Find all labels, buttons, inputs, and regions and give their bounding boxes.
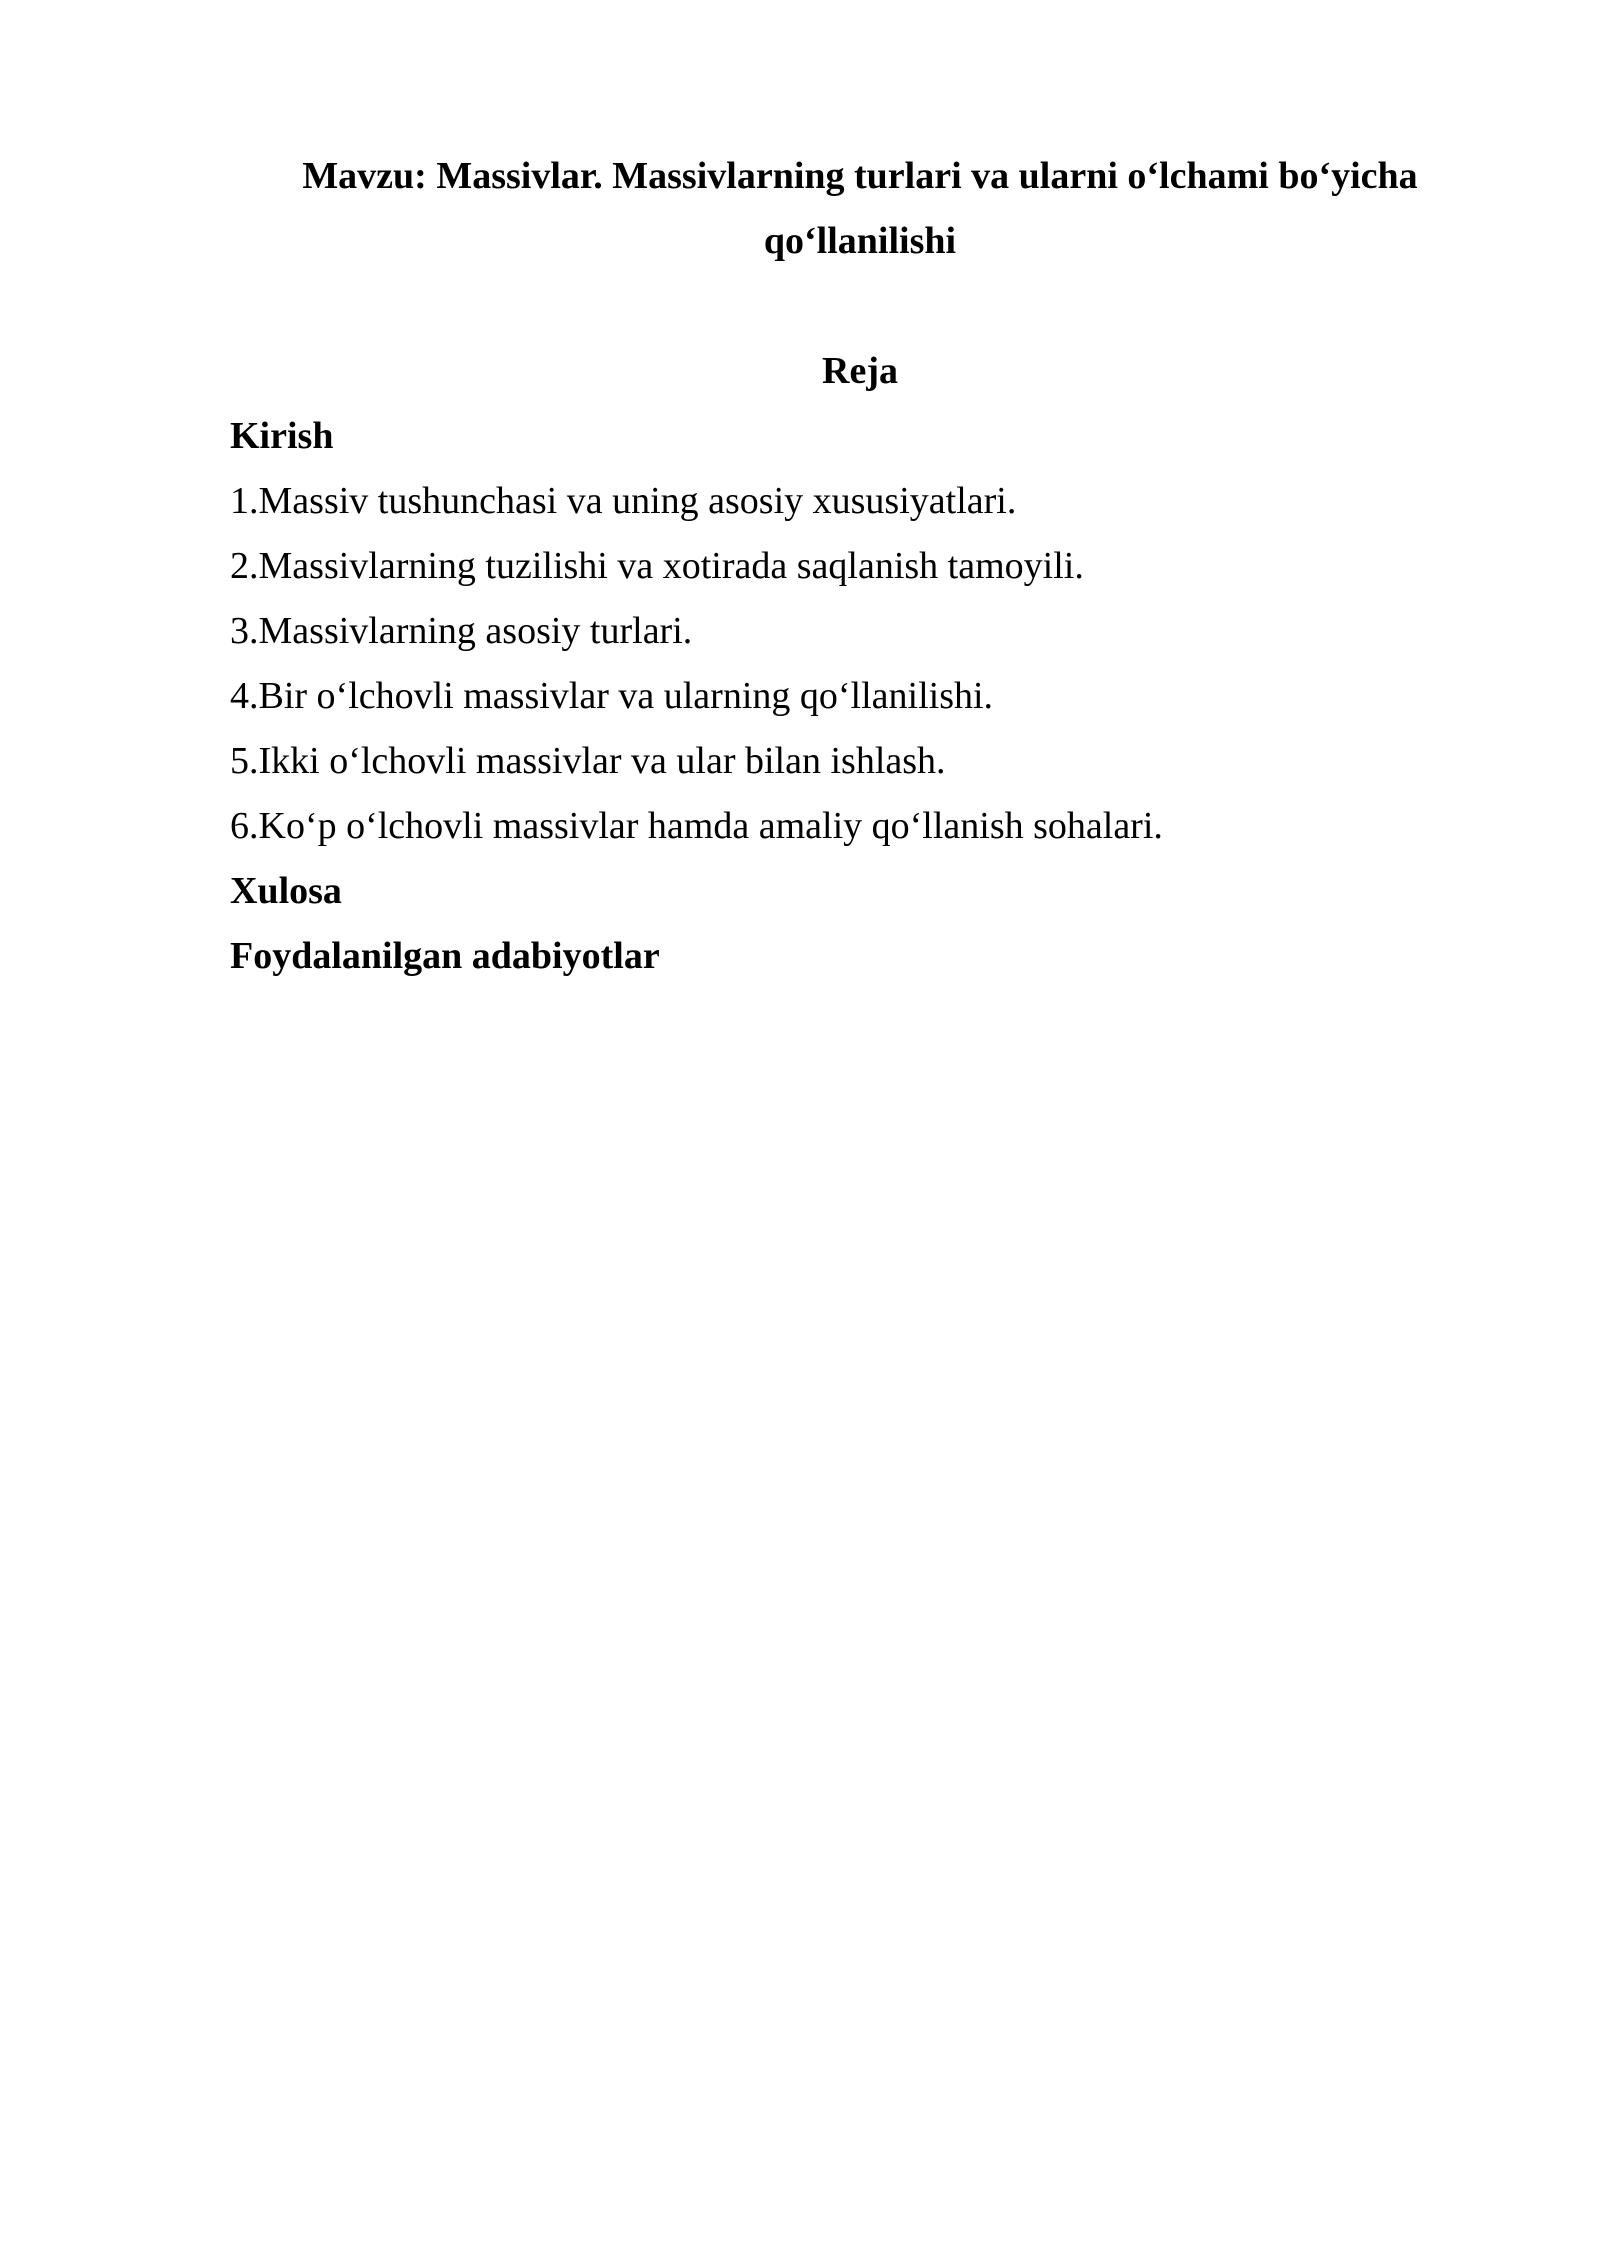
plan-heading: Reja — [822, 350, 898, 392]
plan-item-5: 5.Ikki o‘lchovli massivlar va ular bilan ishlash. — [230, 740, 946, 782]
document-title — [230, 144, 1490, 274]
plan-intro: Kirish — [230, 415, 334, 457]
title-line-1: Mavzu: Massivlar. Massivlarning turlari va ularni o‘lchami bo‘yicha — [302, 155, 1418, 197]
plan-conclusion: Xulosa — [230, 870, 342, 912]
plan-item-1: 1.Massiv tushunchasi va uning asosiy xususiyatlari. — [230, 480, 1017, 522]
plan-item-2: 2.Massivlarning tuzilishi va xotirada saqlanish tamoyili. — [230, 545, 1084, 587]
plan-item-3: 3.Massivlarning asosiy turlari. — [230, 610, 693, 652]
plan-list — [230, 404, 1430, 989]
title-line-2: qo‘llanilishi — [763, 220, 957, 262]
plan-item-4: 4.Bir o‘lchovli massivlar va ularning qo‘llanilishi. — [230, 675, 994, 717]
plan-item-6: 6.Ko‘p o‘lchovli massivlar hamda amaliy qo‘llanish sohalari. — [230, 805, 1163, 847]
plan-references: Foydalanilgan adabiyotlar — [230, 935, 660, 977]
